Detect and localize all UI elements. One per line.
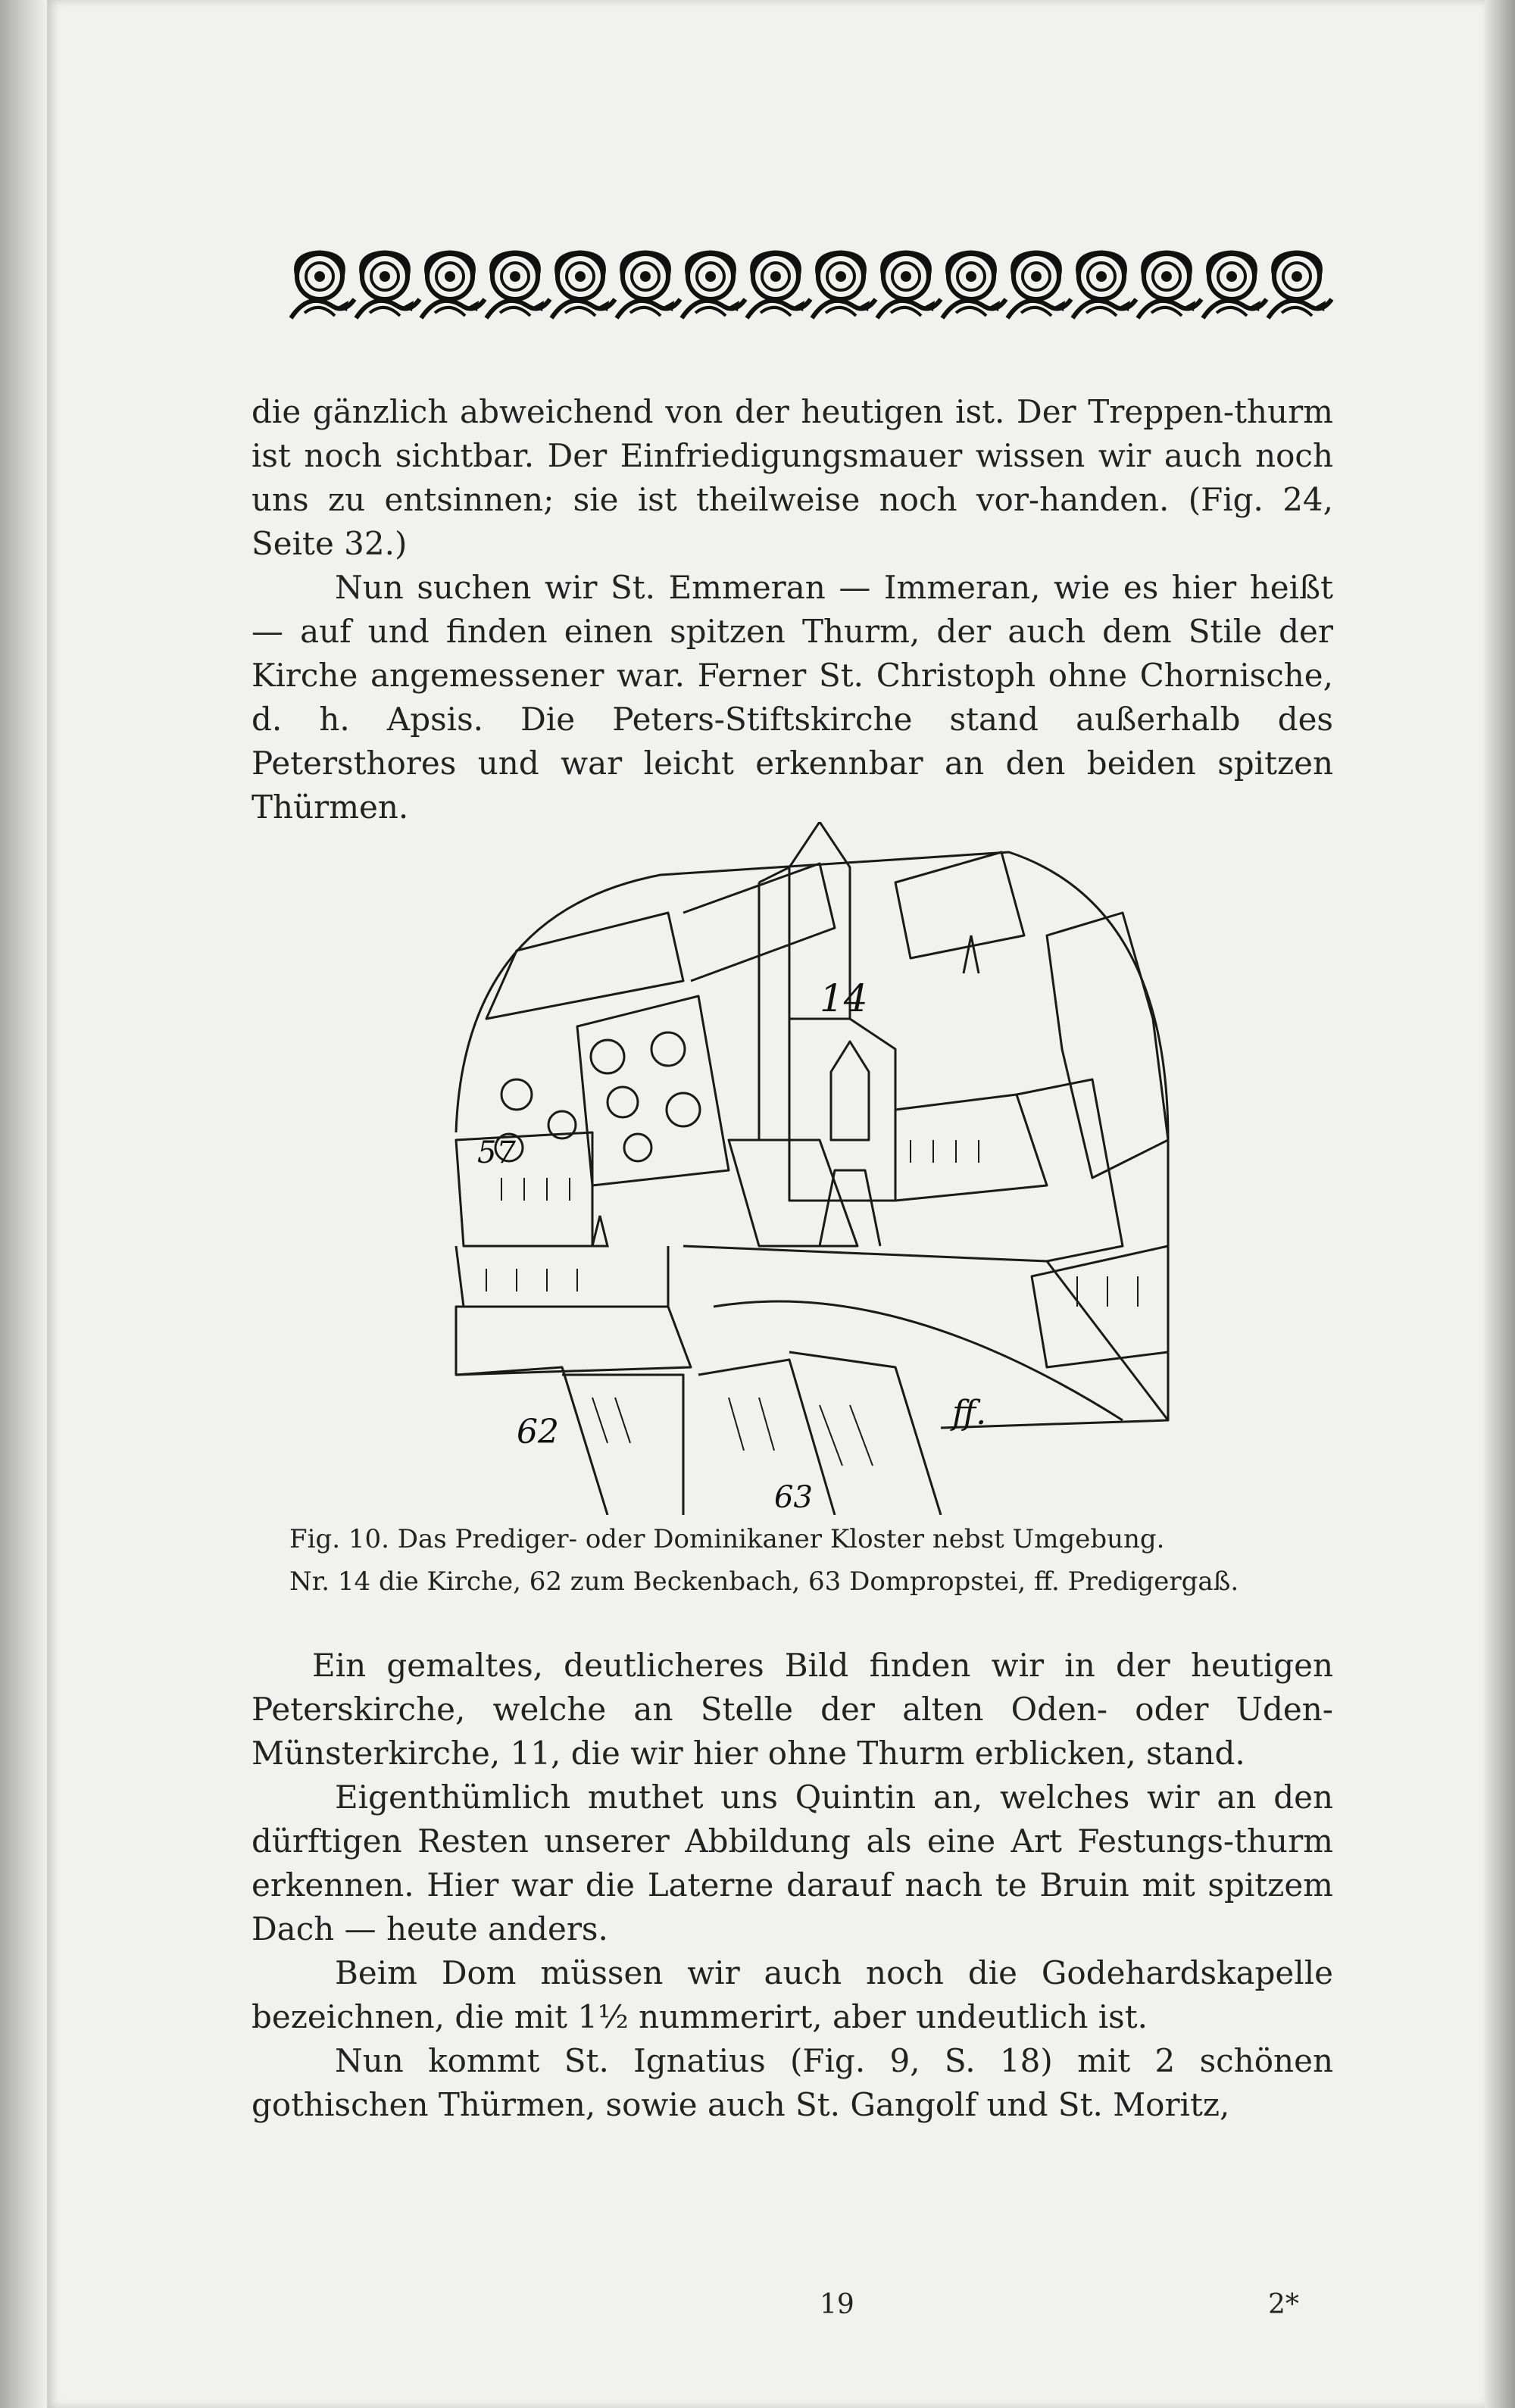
paragraph: Eigenthümlich muthet uns Quintin an, welches wir an den dürftigen Resten unserer Abbildung als eine Art Festungs-thurm erkennen. Hier war die Laterne darauf nach te Bruin mit spitzem Dach — heute anders. [251,1779,1333,1947]
page-number: 19 [820,2289,854,2320]
scan-binding-edge [0,0,47,2408]
caption-line: Fig. 10. Das Prediger- oder Dominikaner Kloster nebst Umgebung. [289,1524,1165,1554]
figure-label: 57 [477,1135,516,1170]
paragraph: Ein gemaltes, deutlicheres Bild finden wir in der heutigen Peterskirche, welche an Stelle der alten Oden- oder Uden-Münsterkirche, 11, die wir hier ohne Thurm erblicken, stand. [251,1647,1333,1772]
upper-text-block [251,390,1333,829]
decorative-header-ornament [289,246,1335,326]
figure-label: 62 [517,1413,559,1451]
figure-label: ff. [952,1394,987,1432]
book-page [47,0,1485,2408]
lower-text-block [251,1644,1333,2127]
paragraph: die gänzlich abweichend von der heutigen ist. Der Treppen-thurm ist noch sichtbar. Der Einfriedigungsmauer wissen wir auch noch uns zu entsinnen; sie ist theilweise noch vor-handen. (Fig. 24, Seite 32.) [251,393,1333,562]
paragraph: Nun suchen wir St. Emmeran — Immeran, wie es hier heißt — auf und finden einen spitzen Thurm, der auch dem Stile der Kirche angemessener war. Ferner St. Christoph ohne Chornische, d. h. Apsis. Die Peters-Stiftskirche stand außerhalb des Petersthores und war leicht erkennbar an den beiden spitzen Thürmen. [251,569,1333,826]
woodcut-illustration-dominican-monastery [365,822,1259,1515]
scan-outer-edge [1485,0,1515,2408]
figure-label: 63 [774,1480,813,1515]
paragraph: Beim Dom müssen wir auch noch die Godehardskapelle bezeichnen, die mit 1½ nummerirt, aber undeutlich ist. [251,1954,1333,2035]
figure-label: 14 [820,976,868,1020]
caption-line: Nr. 14 die Kirche, 62 zum Beckenbach, 63 Dompropstei, ff. Predigergaß. [289,1566,1239,1597]
figure-caption [289,1518,1350,1603]
paragraph: Nun kommt St. Ignatius (Fig. 9, S. 18) mit 2 schönen gothischen Thürmen, sowie auch St. Gangolf und St. Moritz, [251,2042,1333,2123]
signature-mark: 2* [1268,2289,1299,2320]
